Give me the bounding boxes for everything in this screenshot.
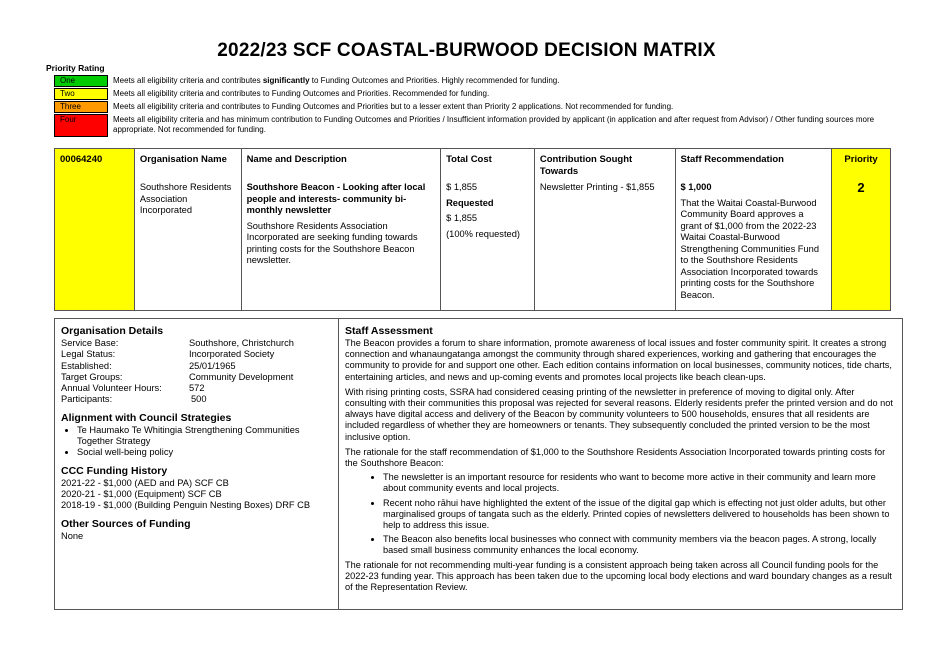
alignment-item: • Social well-being policy — [77, 447, 332, 458]
detail-established: Established: 25/01/1965 — [61, 360, 236, 371]
staff-assessment-pane — [339, 319, 902, 609]
alignment-heading: Alignment with Council Strategies — [61, 411, 232, 424]
priority-desc-one: Meets all eligibility criteria and contributes significantly to Funding Outcomes and Priorities. Highly recommended for funding. — [113, 76, 560, 85]
detail-service-base: Service Base: Southshore, Christchurch — [61, 338, 294, 348]
rec-amount: $ 1,000 — [680, 182, 712, 192]
priority-column — [832, 149, 890, 310]
org-details-heading: Organisation Details — [61, 325, 164, 337]
detail-participants: Participants: 500 — [61, 394, 207, 405]
org-details-pane — [55, 319, 339, 609]
org-column — [135, 149, 242, 310]
assessment-bullet: • The Beacon also benefits local businesses who connect with community members via the beacon pages. A strong, locally based small business community enhances the local economy. — [383, 534, 896, 556]
staff-rec-header: Staff Recommendation — [680, 154, 784, 165]
project-description: Southshore Residents Association Incorporated are seeking funding towards printing costs for the Southshore Beacon newsletter. — [246, 220, 418, 265]
priority-label-one: One — [54, 75, 108, 87]
assessment-paragraph-4: The rationale for not recommending multi-year funding is a consistent approach being taken across all Council funding pools for the 2022-23 funding year. This approach has been taken due to the upcoming local body elections and ward boundary changes as a result of the Representation Review. — [345, 559, 892, 593]
detail-legal-status: Legal Status: Incorporated Society — [61, 349, 275, 360]
contribution-header: Contribution Sought Towards — [539, 154, 633, 177]
requested-percent: (100% requested) — [446, 228, 520, 239]
project-title: Southshore Beacon - Looking after local people and interests- community bi-monthly newsletter — [246, 182, 426, 215]
total-cost-header: Total Cost — [446, 154, 492, 165]
requested-label: Requested — [446, 197, 494, 208]
contribution-value: Newsletter Printing - $1,855 — [539, 182, 655, 192]
alignment-item: • Te Haumako Te Whitingia Strengthening Communities Together Strategy — [77, 425, 332, 448]
page-title: 2022/23 SCF COASTAL-BURWOOD DECISION MATRIX — [217, 40, 716, 61]
funding-history-line: 2020-21 - $1,000 (Equipment) SCF CB — [61, 488, 222, 499]
assessment-paragraph-3: The rationale for the staff recommendation of $1,000 to the Southshore Residents Association Incorporated towards printing costs for the Southshore Beacon: — [345, 446, 886, 469]
funding-history-line: 2021-22 - $1,000 (AED and PA) SCF CB — [61, 477, 229, 488]
assessment-paragraph-1: The Beacon provides a forum to share information, promote awareness of local issues and foster community spirit. It creates a strong connection and whanaungatanga amongst the community through shared experiences, working and gathering that encourages the community to provide for and support one other. Each edition contains information on local businesses, community notices, tide charts, entertaining articles, and news and up-coming events and promotes local projects like beach clean-ups. — [345, 338, 892, 382]
assessment-bullet: • Recent noho rāhui have highlighted the extent of the issue of the digital gap which is effecting not just older adults, but other marginalised groups of tangata such as the elderly. Printed copies of newsletters delivered to households has been shown to help to address this issue. — [383, 498, 896, 532]
contribution-column — [535, 149, 676, 310]
total-cost-column — [441, 149, 535, 310]
other-sources-heading: Other Sources of Funding — [61, 517, 191, 530]
priority-rating-heading: Priority Rating — [46, 63, 105, 73]
org-name: Southshore Residents Association Incorporated — [139, 182, 232, 215]
priority-desc-four: Meets all eligibility criteria and has minimum contribution to Funding Outcomes and Priorities / Insufficient information provided by applicant (in application and after request from Advisor) / Other funding sources more appropriate. Not recommended for funding. — [113, 115, 875, 134]
priority-row-three — [54, 100, 884, 113]
priority-desc-three: Meets all eligibility criteria and contributes to Funding Outcomes and Priorities but to a lesser extent than Priority 2 applications. Not recommended for funding. — [113, 102, 674, 111]
funding-history-heading: CCC Funding History — [61, 464, 168, 477]
assessment-paragraph-2: With rising printing costs, SSRA had considered ceasing printing of the newsletter in preference of moving to digital only. After consulting with their communities this proposal was rejected for several reasons. Elderly residents prefer the printed version and do not always have digital access and delivery of the Beacon by community volunteers to 500 households, ensures that all residents are included regardless of whether they are homeowners or tenants. They subsequently concluded the printed version to be the most inclusive option. — [345, 386, 893, 442]
rec-text: That the Waitai Coastal-Burwood Community Board approves a grant of $1,000 from the 2022-23 Waitai Coastal-Burwood Strengthening Communities Fund to the Southshore Residents Association Incorporated towards printing costs for the Southshore Beacon. — [680, 197, 819, 300]
application-id-column — [55, 149, 135, 310]
staff-rec-column — [676, 149, 833, 310]
priority-label-two: Two — [54, 88, 108, 100]
priority-desc-two: Meets all eligibility criteria and contributes to Funding Outcomes and Priorities. Recommended for funding. — [113, 89, 490, 98]
requested-amount: $ 1,855 — [446, 213, 478, 223]
priority-row-four — [54, 113, 884, 137]
other-sources-text: None — [61, 530, 84, 541]
assessment-bullets — [345, 472, 896, 556]
staff-assessment-heading: Staff Assessment — [345, 325, 433, 337]
priority-value: 2 — [857, 180, 865, 195]
name-desc-column — [242, 149, 442, 310]
detail-volunteer-hours: Annual Volunteer Hours: 572 — [61, 383, 205, 394]
assessment-bullet: • The newsletter is an important resource for residents who want to become more active in their community and learn more about community events and local projects. — [383, 472, 896, 494]
detail-target-groups: Target Groups: Community Development — [61, 371, 294, 382]
priority-label-four: Four — [54, 114, 108, 137]
detail-section — [54, 318, 903, 610]
application-id: 00064240 — [60, 154, 103, 165]
priority-header: Priority — [844, 154, 878, 165]
priority-row-two — [54, 87, 884, 100]
org-header: Organisation Name — [139, 154, 227, 165]
application-table — [54, 148, 891, 311]
total-cost-value: $ 1,855 — [446, 182, 478, 192]
funding-history-line: 2018-19 - $1,000 (Building Penguin Nesting Boxes) DRF CB — [61, 500, 311, 511]
priority-row-one — [54, 74, 884, 87]
name-desc-header: Name and Description — [246, 154, 347, 165]
alignment-list — [61, 425, 332, 459]
priority-label-three: Three — [54, 101, 108, 113]
priority-rating-legend — [54, 74, 884, 137]
